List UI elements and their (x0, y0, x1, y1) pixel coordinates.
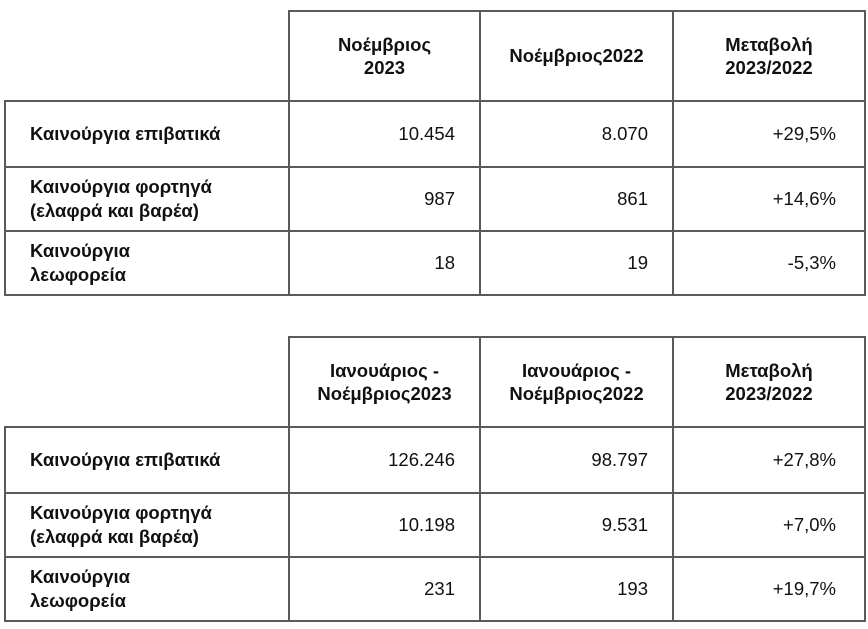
label-line: Καινούργια επιβατικά (30, 448, 221, 470)
label-line: Καινούργια φορτηγά (30, 501, 212, 523)
value-current: 10.454 (289, 101, 480, 167)
empty-corner-cell (5, 337, 289, 427)
value-change: +19,7% (673, 557, 865, 621)
value-change: +14,6% (673, 167, 865, 231)
table-row (5, 101, 865, 167)
label-line: Καινούργια φορτηγά (30, 175, 212, 197)
value-previous: 861 (480, 167, 673, 231)
header-previous-period (480, 11, 673, 101)
header-previous-period (480, 337, 673, 427)
label-line: (ελαφρά και βαρέα) (30, 200, 199, 221)
label-line: Καινούργια (30, 565, 131, 587)
label-line: λεωφορεία (30, 264, 126, 285)
table-row (5, 427, 865, 493)
header-line: 2023/2022 (725, 57, 813, 78)
table-header-row (5, 11, 865, 101)
table-row (5, 557, 865, 621)
value-change: -5,3% (673, 231, 865, 295)
header-change (673, 11, 865, 101)
value-current: 18 (289, 231, 480, 295)
value-current: 10.198 (289, 493, 480, 557)
label-line: Καινούργια επιβατικά (30, 122, 221, 144)
value-previous: 193 (480, 557, 673, 621)
year-to-date-comparison-table (4, 336, 866, 622)
header-line: Νοέμβριος2023 (317, 383, 452, 404)
header-line: Μεταβολή (725, 33, 813, 55)
value-previous: 8.070 (480, 101, 673, 167)
value-previous: 98.797 (480, 427, 673, 493)
row-label-buses (5, 231, 289, 295)
header-line: Ιανουάριος - (329, 359, 440, 381)
row-label-buses (5, 557, 289, 621)
value-current: 987 (289, 167, 480, 231)
value-change: +7,0% (673, 493, 865, 557)
header-current-period (289, 337, 480, 427)
header-line: 2023 (363, 57, 406, 78)
header-change (673, 337, 865, 427)
header-line: 2023/2022 (725, 383, 813, 404)
table-row (5, 493, 865, 557)
header-line: Ιανουάριος - (521, 359, 632, 381)
table-row (5, 167, 865, 231)
row-label-passenger-cars (5, 101, 289, 167)
november-comparison-table (4, 10, 866, 296)
label-line: Καινούργια (30, 239, 131, 261)
value-change: +29,5% (673, 101, 865, 167)
row-label-trucks (5, 167, 289, 231)
header-current-period (289, 11, 480, 101)
value-previous: 9.531 (480, 493, 673, 557)
label-line: (ελαφρά και βαρέα) (30, 526, 199, 547)
row-label-passenger-cars (5, 427, 289, 493)
table-header-row (5, 337, 865, 427)
value-current: 231 (289, 557, 480, 621)
value-change: +27,8% (673, 427, 865, 493)
header-line: Νοέμβριος (337, 33, 432, 55)
header-line: Νοέμβριος2022 (509, 45, 644, 67)
header-line: Νοέμβριος2022 (509, 383, 644, 404)
header-line: Μεταβολή (725, 359, 813, 381)
empty-corner-cell (5, 11, 289, 101)
label-line: λεωφορεία (30, 590, 126, 611)
value-previous: 19 (480, 231, 673, 295)
value-current: 126.246 (289, 427, 480, 493)
row-label-trucks (5, 493, 289, 557)
table-row (5, 231, 865, 295)
